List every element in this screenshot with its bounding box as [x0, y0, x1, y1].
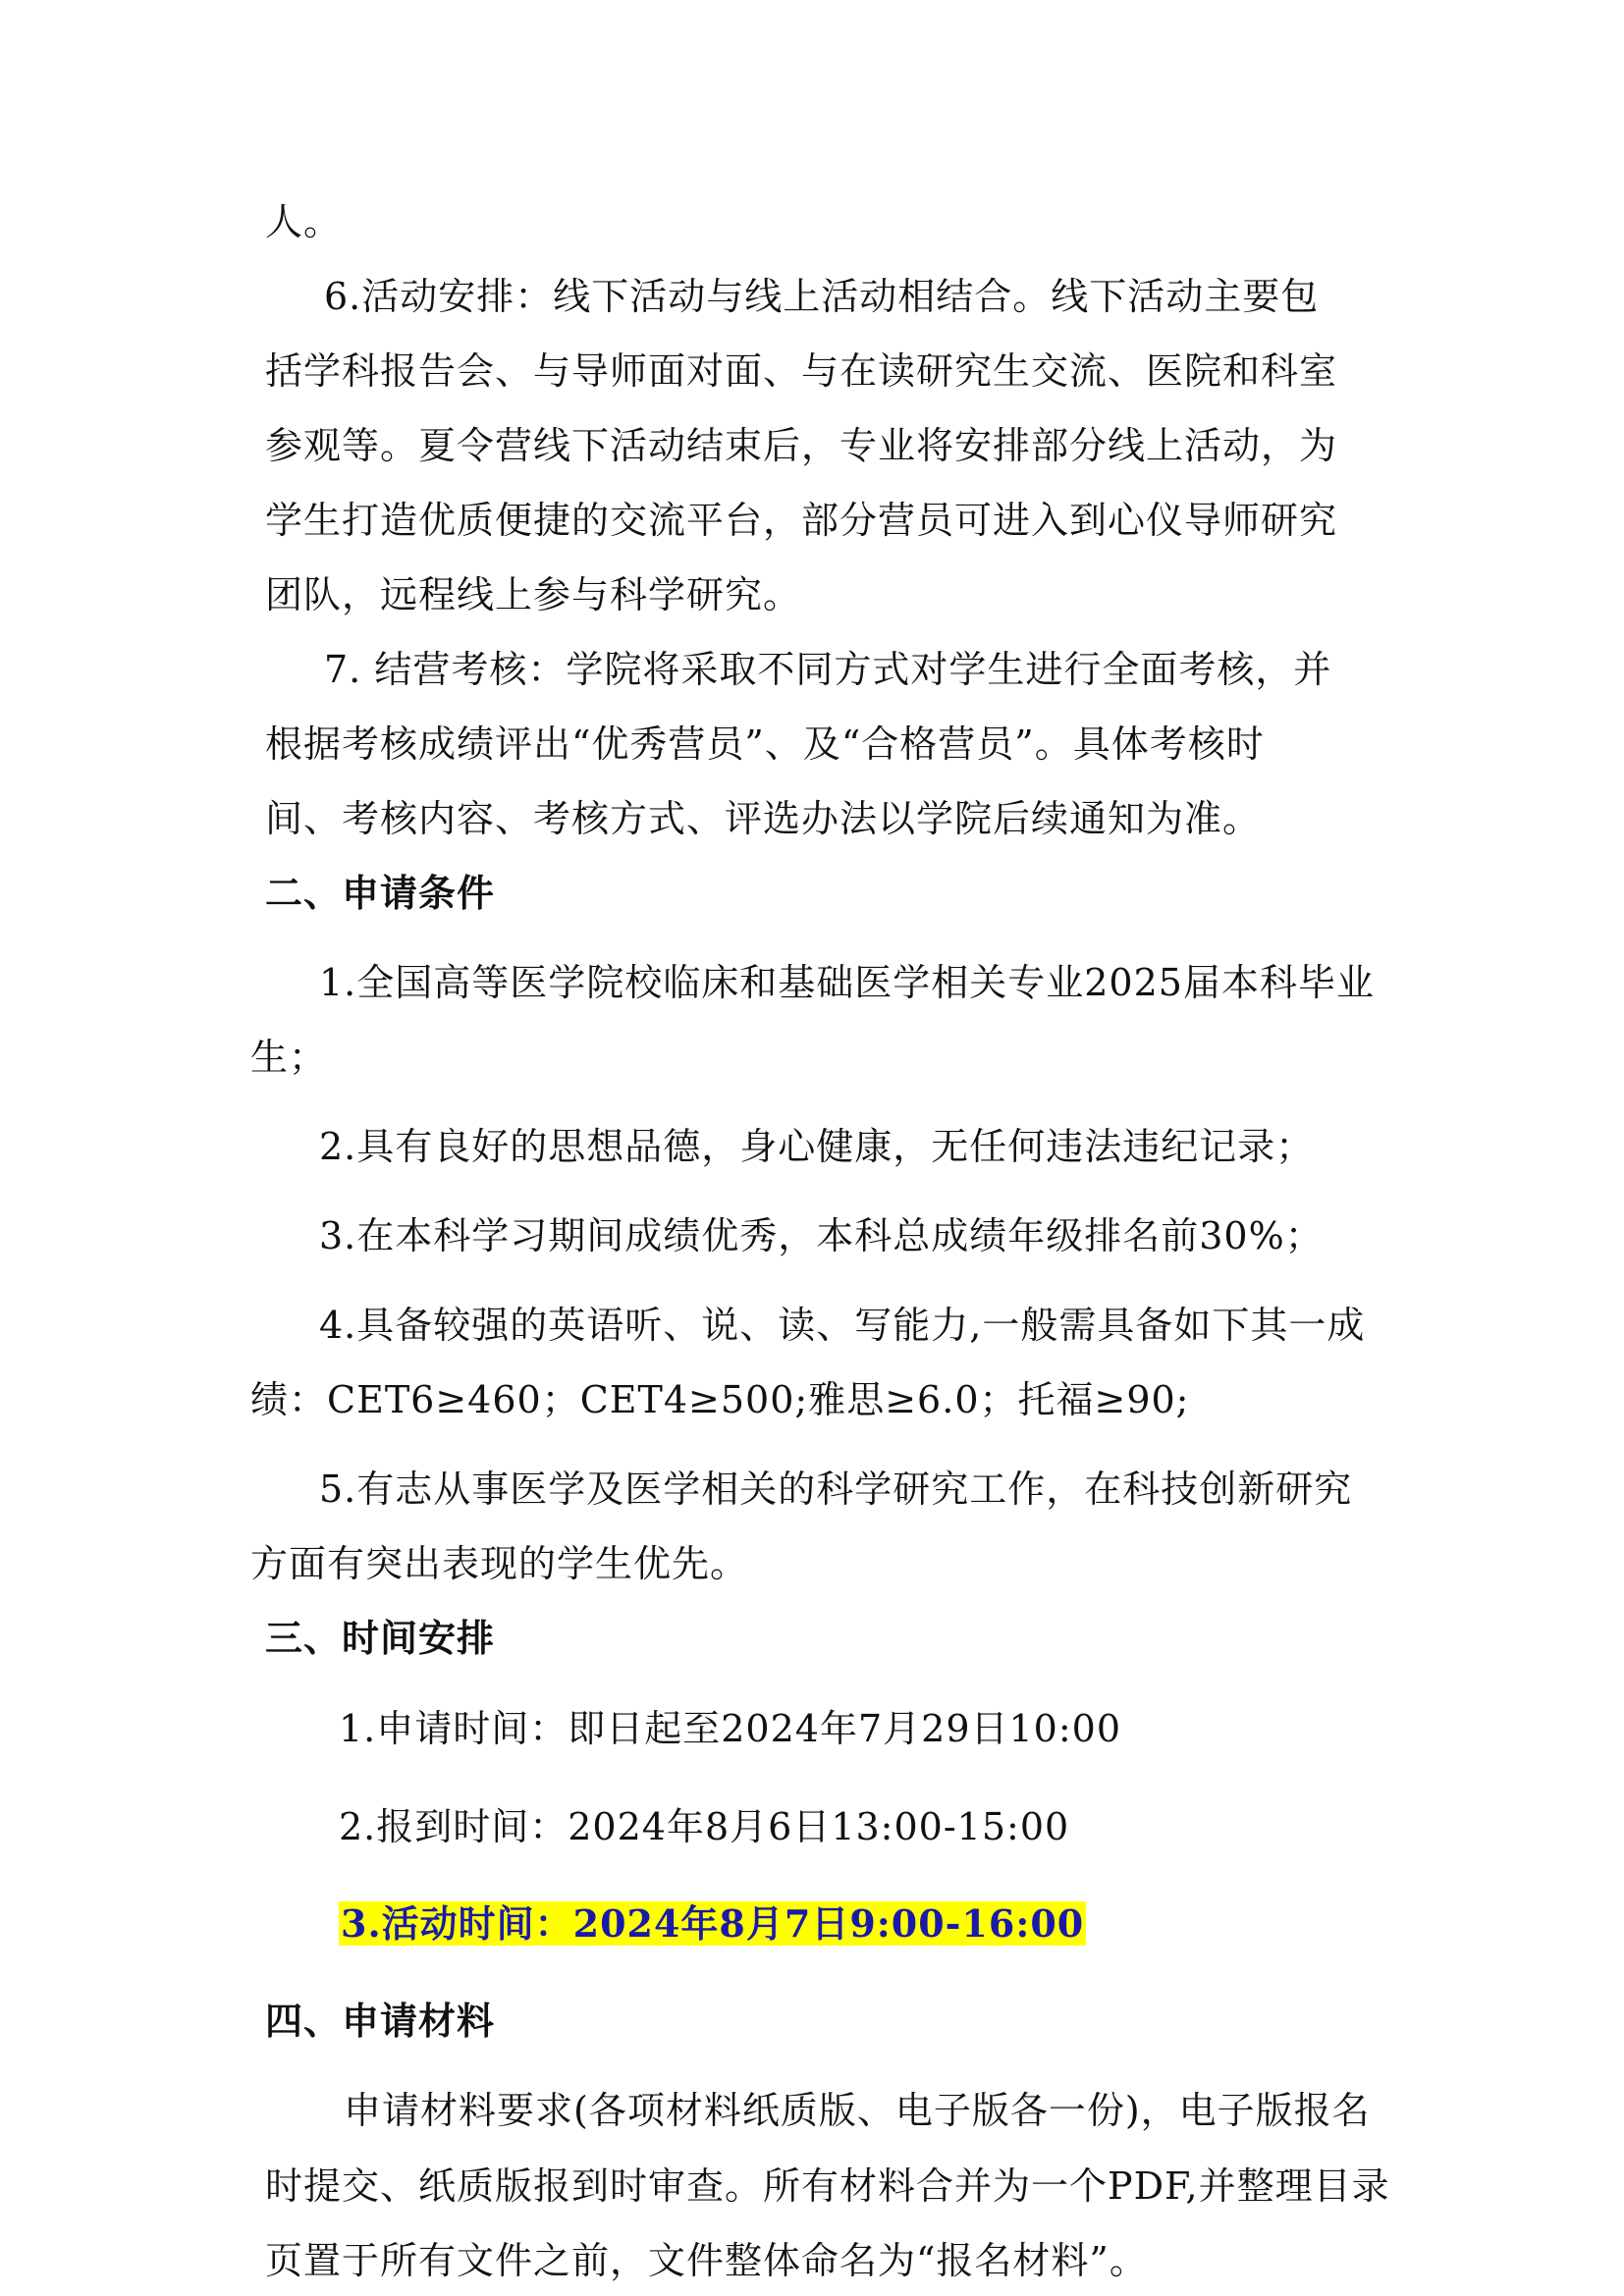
section-heading: 四、申请材料 — [265, 1999, 496, 2043]
text-line: 参观等。夏令营线下活动结束后，专业将安排部分线上活动，为 — [265, 424, 1338, 467]
text-line: 括学科报告会、与导师面对面、与在读研究生交流、医院和科室 — [265, 349, 1338, 393]
text-line: 方面有突出表现的学生优先。 — [250, 1542, 749, 1585]
text-line: 人。 — [265, 200, 343, 243]
text-line: 时提交、纸质版报到时审查。所有材料合并为一个PDF,并整理目录 — [265, 2164, 1390, 2208]
text-line: 2.报到时间：2024年8月6日13:00-15:00 — [339, 1805, 1070, 1848]
text-line: 1.申请时间：即日起至2024年7月29日10:00 — [339, 1707, 1122, 1750]
section-heading: 二、申请条件 — [265, 871, 496, 915]
text-line: 4.具备较强的英语听、说、读、写能力,一般需具备如下其一成 — [319, 1304, 1366, 1347]
text-line: 1.全国高等医学院校临床和基础医学相关专业2025届本科毕业 — [319, 961, 1375, 1004]
text-line: 3.在本科学习期间成绩优秀，本科总成绩年级排名前30%； — [319, 1214, 1324, 1257]
section-heading: 三、时间安排 — [265, 1616, 496, 1660]
text-line: 绩：CET6≥460；CET4≥500;雅思≥6.0；托福≥90; — [250, 1378, 1190, 1421]
text-line: 2.具有良好的思想品德，身心健康，无任何违法违纪记录； — [319, 1125, 1315, 1168]
text-line: 团队，远程线上参与科学研究。 — [265, 573, 802, 616]
text-line: 页置于所有文件之前，文件整体命名为“报名材料”。 — [265, 2239, 1148, 2282]
text-line: 生； — [250, 1036, 328, 1079]
text-line: 申请材料要求(各项材料纸质版、电子版各一份)，电子版报名 — [344, 2089, 1371, 2132]
highlight-mark: 3.活动时间：2024年8月7日9:00-16:00 — [341, 1901, 1085, 1946]
text-line: 6.活动安排：线下活动与线上活动相结合。线下活动主要包 — [324, 275, 1320, 318]
text-line: 根据考核成绩评出“优秀营员”、及“合格营员”。具体考核时 — [265, 722, 1265, 766]
highlighted-text-line — [339, 1900, 1086, 1948]
text-line: 学生打造优质便捷的交流平台，部分营员可进入到心仪导师研究 — [265, 499, 1338, 542]
text-line: 5.有志从事医学及医学相关的科学研究工作，在科技创新研究 — [319, 1468, 1353, 1511]
text-line: 间、考核内容、考核方式、评选办法以学院后续通知为准。 — [265, 797, 1262, 840]
text-line: 7. 结营考核：学院将采取不同方式对学生进行全面考核，并 — [324, 648, 1332, 691]
